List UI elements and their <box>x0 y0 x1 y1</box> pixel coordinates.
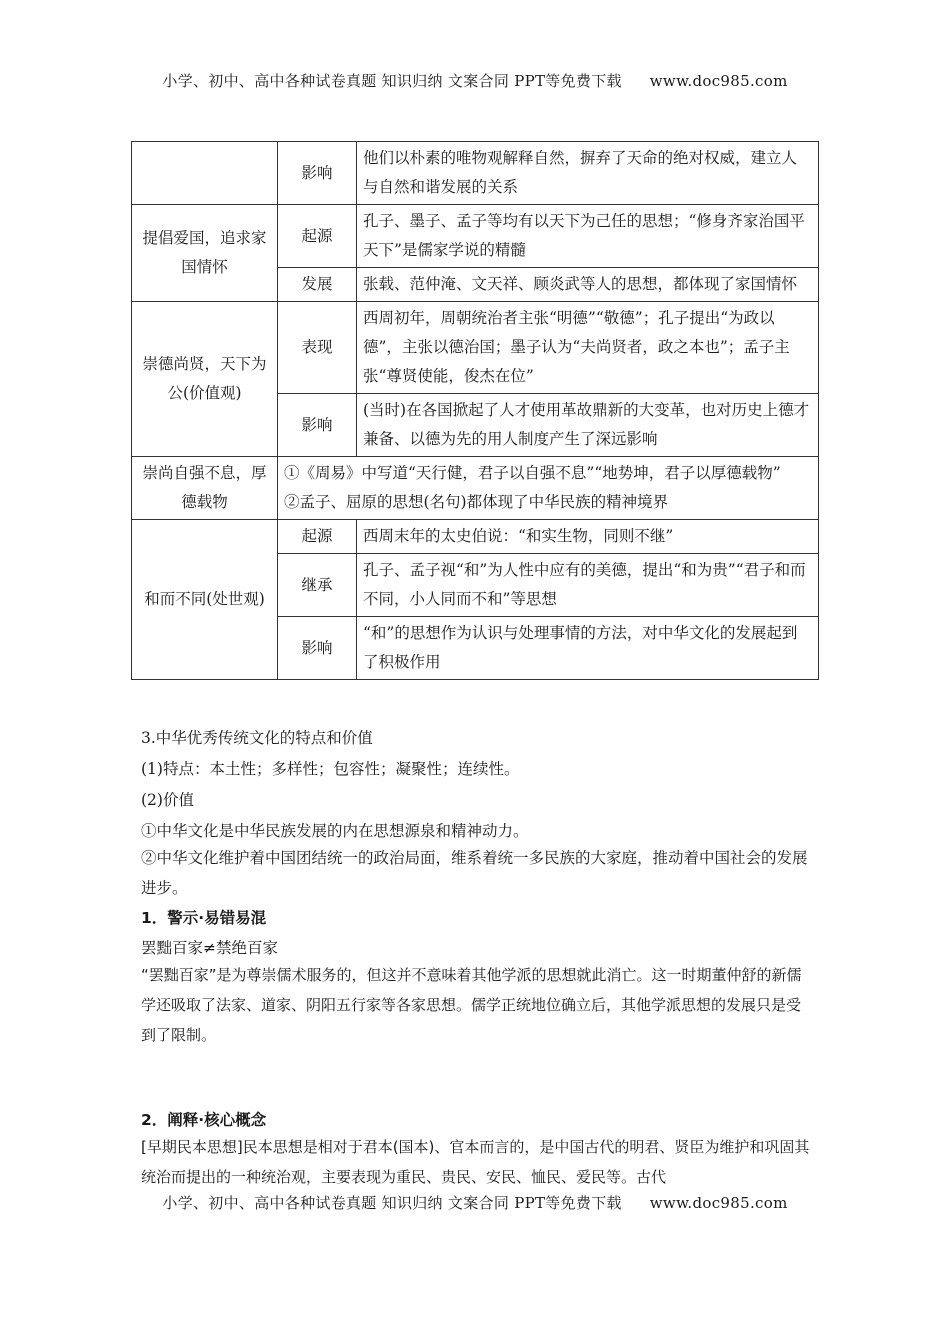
table-row <box>132 302 819 394</box>
concept-heading: 2．阐释·核心概念 <box>141 1111 267 1129</box>
warning-text: “罢黜百家”是为尊崇儒术服务的，但这并不意味着其他学派的思想就此消亡。这一时期董仲舒的新儒学还吸取了法家、道家、阴阳五行家等各家思想。儒学正统地位确立后，其他学派思想的发展只是受到了限制。 <box>141 966 802 1044</box>
header-text: 小学、初中、高中各种试卷真题 知识归纳 文案合同 PPT等免费下载 <box>162 72 622 90</box>
footer-url[interactable]: www.doc985.com <box>649 1194 788 1212</box>
row-content: 孔子、孟子视“和”为人性中应有的美德，提出“和为贵”“君子和而不同，小人同而不和”等思想 <box>357 554 819 617</box>
page-header <box>0 70 950 91</box>
row-sub-label: 表现 <box>278 302 357 394</box>
concept-text: [早期民本思想]民本思想是相对于君本(国本)、官本而言的，是中国古代的明君、贤臣为维护和巩固其统治而提出的一种统治观，主要表现为重民、贵民、安民、恤民、爱民等。古代 <box>141 1138 810 1186</box>
section-3-value-2: ②中华文化维护着中国团结统一的政治局面，维系着统一多民族的大家庭，推动着中国社会的发展进步。 <box>141 849 808 897</box>
row-sub-label: 影响 <box>278 394 357 457</box>
section-3-value-heading: (2)价值 <box>141 791 194 809</box>
row-label-empty <box>132 142 278 205</box>
row-sub-label: 影响 <box>278 142 357 205</box>
row-sub-label: 继承 <box>278 554 357 617</box>
table-row <box>132 205 819 268</box>
row-sub-label: 起源 <box>278 520 357 554</box>
row-content: 孔子、墨子、孟子等均有以天下为己任的思想；“修身齐家治国平天下”是儒家学说的精髓 <box>357 205 819 268</box>
row-label: 崇德尚贤，天下为公(价值观) <box>132 302 278 457</box>
table-row <box>132 457 819 520</box>
row-content-line: ②孟子、屈原的思想(名句)都体现了中华民族的精神境界 <box>284 493 669 511</box>
section-3-traits: (1)特点：本土性；多样性；包容性；凝聚性；连续性。 <box>141 760 520 778</box>
row-content: 西周初年，周朝统治者主张“明德”“敬德”；孔子提出“为政以德”，主张以德治国；墨子认为“夫尚贤者，政之本也”；孟子主张“尊贤使能，俊杰在位” <box>357 302 819 394</box>
section-3-title: 3.中华优秀传统文化的特点和价值 <box>141 729 373 747</box>
row-content: (当时)在各国掀起了人才使用革故鼎新的大变革，也对历史上德才兼备、以德为先的用人制度产生了深远影响 <box>357 394 819 457</box>
row-label: 和而不同(处世观) <box>132 520 278 680</box>
row-content: “和”的思想作为认识与处理事情的方法，对中华文化的发展起到了积极作用 <box>357 617 819 680</box>
row-content: 他们以朴素的唯物观解释自然，摒弃了天命的绝对权威，建立人与自然和谐发展的关系 <box>357 142 819 205</box>
page-footer <box>0 1192 950 1213</box>
culture-table <box>131 141 819 680</box>
row-content-line: ①《周易》中写道“天行健，君子以自强不息”“地势坤，君子以厚德载物” <box>284 464 781 482</box>
row-sub-label: 发展 <box>278 268 357 302</box>
warning-subtitle: 罢黜百家≠禁绝百家 <box>141 939 278 957</box>
row-sub-label: 起源 <box>278 205 357 268</box>
row-label: 崇尚自强不息，厚德载物 <box>132 457 278 520</box>
header-url[interactable]: www.doc985.com <box>649 72 788 90</box>
warning-heading: 1．警示·易错易混 <box>141 909 267 927</box>
row-content: 西周末年的太史伯说：“和实生物，同则不继” <box>357 520 819 554</box>
row-content <box>278 457 819 520</box>
row-label: 提倡爱国，追求家国情怀 <box>132 205 278 302</box>
table-row <box>132 142 819 205</box>
section-3-value-1: ①中华文化是中华民族发展的内在思想源泉和精神动力。 <box>141 822 529 840</box>
row-content: 张载、范仲淹、文天祥、顾炎武等人的思想，都体现了家国情怀 <box>357 268 819 302</box>
row-sub-label: 影响 <box>278 617 357 680</box>
table-row <box>132 520 819 554</box>
footer-text: 小学、初中、高中各种试卷真题 知识归纳 文案合同 PPT等免费下载 <box>162 1194 622 1212</box>
